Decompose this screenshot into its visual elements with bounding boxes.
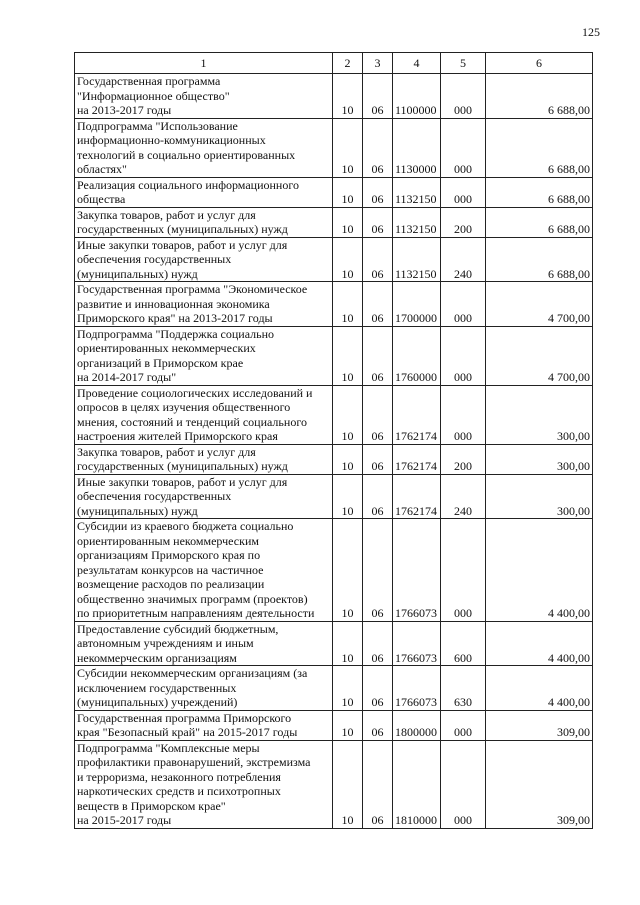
table-row — [75, 621, 593, 666]
row-description: Субсидии некоммерческим организациям (за исключением государственных (муниципальных) учреждений) — [75, 666, 333, 711]
row-col-3: 06 — [363, 519, 393, 622]
row-col-4: 1762174 — [393, 444, 441, 474]
row-amount: 309,00 — [486, 740, 593, 828]
row-amount: 4 400,00 — [486, 666, 593, 711]
row-col-3: 06 — [363, 207, 393, 237]
table-row — [75, 207, 593, 237]
row-col-2: 10 — [333, 519, 363, 622]
row-col-3: 06 — [363, 474, 393, 519]
row-col-5: 200 — [441, 444, 486, 474]
row-col-3: 06 — [363, 74, 393, 119]
row-col-4: 1800000 — [393, 710, 441, 740]
row-description: Закупка товаров, работ и услуг для государственных (муниципальных) нужд — [75, 207, 333, 237]
row-col-4: 1762174 — [393, 474, 441, 519]
row-col-2: 10 — [333, 118, 363, 177]
row-amount: 4 700,00 — [486, 282, 593, 327]
row-col-3: 06 — [363, 666, 393, 711]
row-col-2: 10 — [333, 385, 363, 444]
header-col-3: 3 — [363, 53, 393, 74]
row-col-4: 1760000 — [393, 326, 441, 385]
row-col-4: 1130000 — [393, 118, 441, 177]
row-col-2: 10 — [333, 282, 363, 327]
header-col-5: 5 — [441, 53, 486, 74]
row-description: Субсидии из краевого бюджета социально ориентированным некоммерческим организациям Приморского края по результатам конкурсов на частичное возмещение расходов по реализации общественно значимых программ (проектов) по приоритетным направлениям деятельности — [75, 519, 333, 622]
table-row — [75, 519, 593, 622]
row-col-4: 1100000 — [393, 74, 441, 119]
row-col-5: 000 — [441, 326, 486, 385]
budget-table — [74, 52, 593, 829]
row-col-4: 1766073 — [393, 666, 441, 711]
row-col-5: 000 — [441, 710, 486, 740]
header-col-4: 4 — [393, 53, 441, 74]
row-col-5: 000 — [441, 74, 486, 119]
row-col-5: 000 — [441, 740, 486, 828]
row-col-3: 06 — [363, 118, 393, 177]
row-col-5: 000 — [441, 177, 486, 207]
row-col-2: 10 — [333, 237, 363, 282]
row-amount: 300,00 — [486, 444, 593, 474]
row-col-3: 06 — [363, 444, 393, 474]
table-row — [75, 710, 593, 740]
row-description: Государственная программа "Информационное общество" на 2013-2017 годы — [75, 74, 333, 119]
row-col-4: 1700000 — [393, 282, 441, 327]
row-description: Подпрограмма "Комплексные меры профилактики правонарушений, экстремизма и терроризма, незаконного потребления наркотических средств и психотропных веществ в Приморском крае" на 2015-2017 годы — [75, 740, 333, 828]
row-amount: 300,00 — [486, 385, 593, 444]
row-description: Иные закупки товаров, работ и услуг для обеспечения государственных (муниципальных) нужд — [75, 237, 333, 282]
row-amount: 4 400,00 — [486, 519, 593, 622]
row-col-4: 1762174 — [393, 385, 441, 444]
row-col-4: 1766073 — [393, 621, 441, 666]
row-description: Иные закупки товаров, работ и услуг для обеспечения государственных (муниципальных) нужд — [75, 474, 333, 519]
row-col-2: 10 — [333, 444, 363, 474]
table-row — [75, 740, 593, 828]
table-row — [75, 474, 593, 519]
row-col-2: 10 — [333, 207, 363, 237]
row-col-5: 000 — [441, 118, 486, 177]
row-col-5: 240 — [441, 474, 486, 519]
row-col-3: 06 — [363, 385, 393, 444]
row-col-2: 10 — [333, 666, 363, 711]
table-row — [75, 385, 593, 444]
row-col-2: 10 — [333, 474, 363, 519]
row-col-3: 06 — [363, 282, 393, 327]
row-col-5: 000 — [441, 385, 486, 444]
row-col-5: 200 — [441, 207, 486, 237]
row-amount: 300,00 — [486, 474, 593, 519]
row-col-2: 10 — [333, 74, 363, 119]
header-col-6: 6 — [486, 53, 593, 74]
row-col-5: 240 — [441, 237, 486, 282]
table-row — [75, 282, 593, 327]
row-amount: 6 688,00 — [486, 177, 593, 207]
row-amount: 6 688,00 — [486, 237, 593, 282]
row-col-5: 000 — [441, 282, 486, 327]
row-col-3: 06 — [363, 621, 393, 666]
row-col-4: 1810000 — [393, 740, 441, 828]
table-row — [75, 118, 593, 177]
row-col-4: 1132150 — [393, 207, 441, 237]
row-description: Закупка товаров, работ и услуг для государственных (муниципальных) нужд — [75, 444, 333, 474]
row-col-2: 10 — [333, 177, 363, 207]
row-col-2: 10 — [333, 710, 363, 740]
row-col-3: 06 — [363, 326, 393, 385]
row-description: Реализация социального информационного общества — [75, 177, 333, 207]
row-description: Проведение социологических исследований и опросов в целях изучения общественного мнения, состояний и тенденций социального настроения жителей Приморского края — [75, 385, 333, 444]
row-col-5: 600 — [441, 621, 486, 666]
row-amount: 309,00 — [486, 710, 593, 740]
row-col-2: 10 — [333, 326, 363, 385]
row-description: Предоставление субсидий бюджетным, автономным учреждениям и иным некоммерческим организациям — [75, 621, 333, 666]
table-row — [75, 444, 593, 474]
table-header-row — [75, 53, 593, 74]
row-amount: 4 400,00 — [486, 621, 593, 666]
row-col-3: 06 — [363, 237, 393, 282]
row-col-3: 06 — [363, 710, 393, 740]
row-amount: 6 688,00 — [486, 118, 593, 177]
row-description: Подпрограмма "Поддержка социально ориентированных некоммерческих организаций в Приморском крае на 2014-2017 годы" — [75, 326, 333, 385]
row-amount: 6 688,00 — [486, 74, 593, 119]
row-col-5: 000 — [441, 519, 486, 622]
page-number: 125 — [582, 25, 600, 39]
table-row — [75, 237, 593, 282]
row-col-4: 1132150 — [393, 237, 441, 282]
header-col-1: 1 — [75, 53, 333, 74]
table-row — [75, 666, 593, 711]
table-row — [75, 177, 593, 207]
row-col-5: 630 — [441, 666, 486, 711]
row-description: Государственная программа "Экономическое развитие и инновационная экономика Приморского края" на 2013-2017 годы — [75, 282, 333, 327]
row-col-2: 10 — [333, 740, 363, 828]
table-row — [75, 74, 593, 119]
row-col-4: 1766073 — [393, 519, 441, 622]
row-col-4: 1132150 — [393, 177, 441, 207]
row-description: Подпрограмма "Использование информационно-коммуникационных технологий в социально ориентированных областях" — [75, 118, 333, 177]
row-description: Государственная программа Приморского края "Безопасный край" на 2015-2017 годы — [75, 710, 333, 740]
row-amount: 6 688,00 — [486, 207, 593, 237]
table-row — [75, 326, 593, 385]
row-col-2: 10 — [333, 621, 363, 666]
header-col-2: 2 — [333, 53, 363, 74]
row-col-3: 06 — [363, 177, 393, 207]
row-col-3: 06 — [363, 740, 393, 828]
row-amount: 4 700,00 — [486, 326, 593, 385]
